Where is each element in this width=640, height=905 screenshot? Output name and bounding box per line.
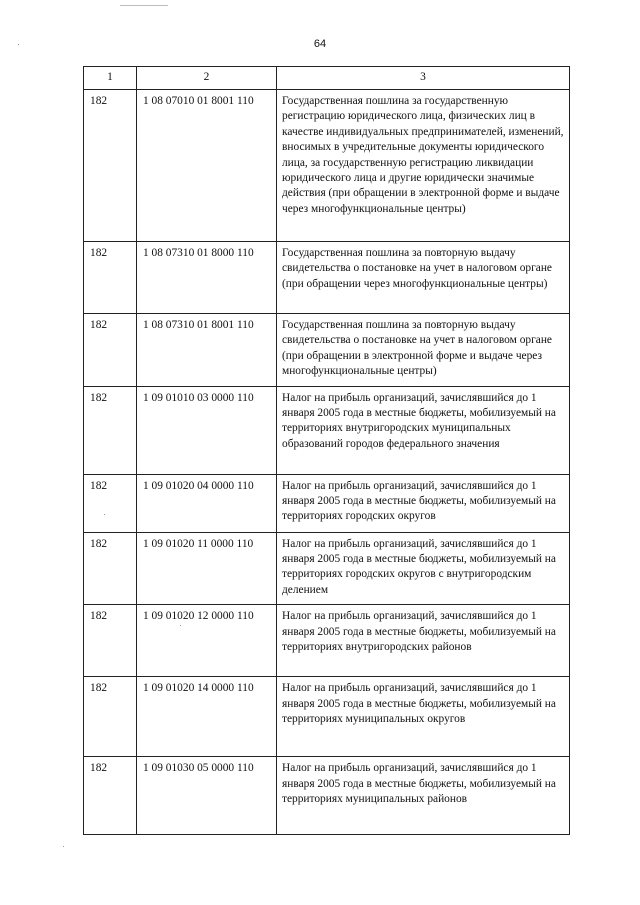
table-row bbox=[84, 386, 570, 474]
admin-code-cell: 182 bbox=[84, 532, 137, 605]
admin-code-cell: 182 bbox=[84, 757, 137, 835]
budget-code-cell: 1 09 01020 04 0000 110 bbox=[137, 474, 277, 532]
description-cell: Налог на прибыль организаций, зачислявшийся до 1 января 2005 года в местные бюджеты, мобилизуемый на территориях внутригородских районов bbox=[277, 605, 570, 677]
description-cell: Налог на прибыль организаций, зачислявшийся до 1 января 2005 года в местные бюджеты, мобилизуемый на территориях городских округов bbox=[277, 474, 570, 532]
table-row bbox=[84, 474, 570, 532]
table-row bbox=[84, 532, 570, 605]
table-row bbox=[84, 242, 570, 314]
admin-code-cell: 182 bbox=[84, 677, 137, 757]
description-cell: Налог на прибыль организаций, зачислявшийся до 1 января 2005 года в местные бюджеты, мобилизуемый на территориях внутригородских муниципальных образований городов федерального значения bbox=[277, 386, 570, 474]
header-col-2: 2 bbox=[137, 67, 277, 90]
budget-code-cell: 1 08 07010 01 8001 110 bbox=[137, 90, 277, 242]
scan-speck bbox=[18, 44, 19, 45]
budget-code-cell: 1 09 01020 11 0000 110 bbox=[137, 532, 277, 605]
header-col-3: 3 bbox=[277, 67, 570, 90]
table-row bbox=[84, 677, 570, 757]
description-cell: Государственная пошлина за повторную выдачу свидетельства о постановке на учет в налоговом органе (при обращении в электронной форме и выдаче через многофункциональные центры) bbox=[277, 314, 570, 387]
table-header bbox=[84, 67, 570, 90]
table-row bbox=[84, 757, 570, 835]
scan-speck bbox=[63, 846, 64, 847]
budget-code-cell: 1 09 01020 14 0000 110 bbox=[137, 677, 277, 757]
admin-code-cell: 182 bbox=[84, 474, 137, 532]
page-number: 64 bbox=[313, 38, 327, 50]
budget-code-cell: 1 09 01030 05 0000 110 bbox=[137, 757, 277, 835]
budget-codes-table bbox=[83, 66, 570, 835]
header-col-1: 1 bbox=[84, 67, 137, 90]
table-row bbox=[84, 90, 570, 242]
admin-code-cell: 182 bbox=[84, 314, 137, 387]
budget-code-cell: 1 08 07310 01 8001 110 bbox=[137, 314, 277, 387]
budget-code-cell: 1 09 01010 03 0000 110 bbox=[137, 386, 277, 474]
description-cell: Налог на прибыль организаций, зачислявшийся до 1 января 2005 года в местные бюджеты, мобилизуемый на территориях муниципальных округов bbox=[277, 677, 570, 757]
admin-code-cell: 182 bbox=[84, 90, 137, 242]
budget-code-cell: 1 09 01020 12 0000 110 bbox=[137, 605, 277, 677]
description-cell: Государственная пошлина за повторную выдачу свидетельства о постановке на учет в налоговом органе (при обращении через многофункциональные центры) bbox=[277, 242, 570, 314]
admin-code-cell: 182 bbox=[84, 386, 137, 474]
budget-code-cell: 1 08 07310 01 8000 110 bbox=[137, 242, 277, 314]
table-row bbox=[84, 314, 570, 387]
scan-artifact-line bbox=[120, 5, 168, 6]
description-cell: Государственная пошлина за государственную регистрацию юридического лица, физических лиц в качестве индивидуальных предпринимателей, изменений, вносимых в учредительные документы юридического лица, за государственную регистрацию ликвидации юридического лица и другие юридически значимые действия (при обращении в электронной форме и выдаче через многофункциональные центры) bbox=[277, 90, 570, 242]
scan-speck bbox=[104, 514, 105, 515]
admin-code-cell: 182 bbox=[84, 605, 137, 677]
table-row bbox=[84, 605, 570, 677]
description-cell: Налог на прибыль организаций, зачислявшийся до 1 января 2005 года в местные бюджеты, мобилизуемый на территориях муниципальных районов bbox=[277, 757, 570, 835]
scan-speck bbox=[180, 625, 181, 626]
description-cell: Налог на прибыль организаций, зачислявшийся до 1 января 2005 года в местные бюджеты, мобилизуемый на территориях городских округов с внутригородским делением bbox=[277, 532, 570, 605]
header-row bbox=[84, 67, 570, 90]
admin-code-cell: 182 bbox=[84, 242, 137, 314]
